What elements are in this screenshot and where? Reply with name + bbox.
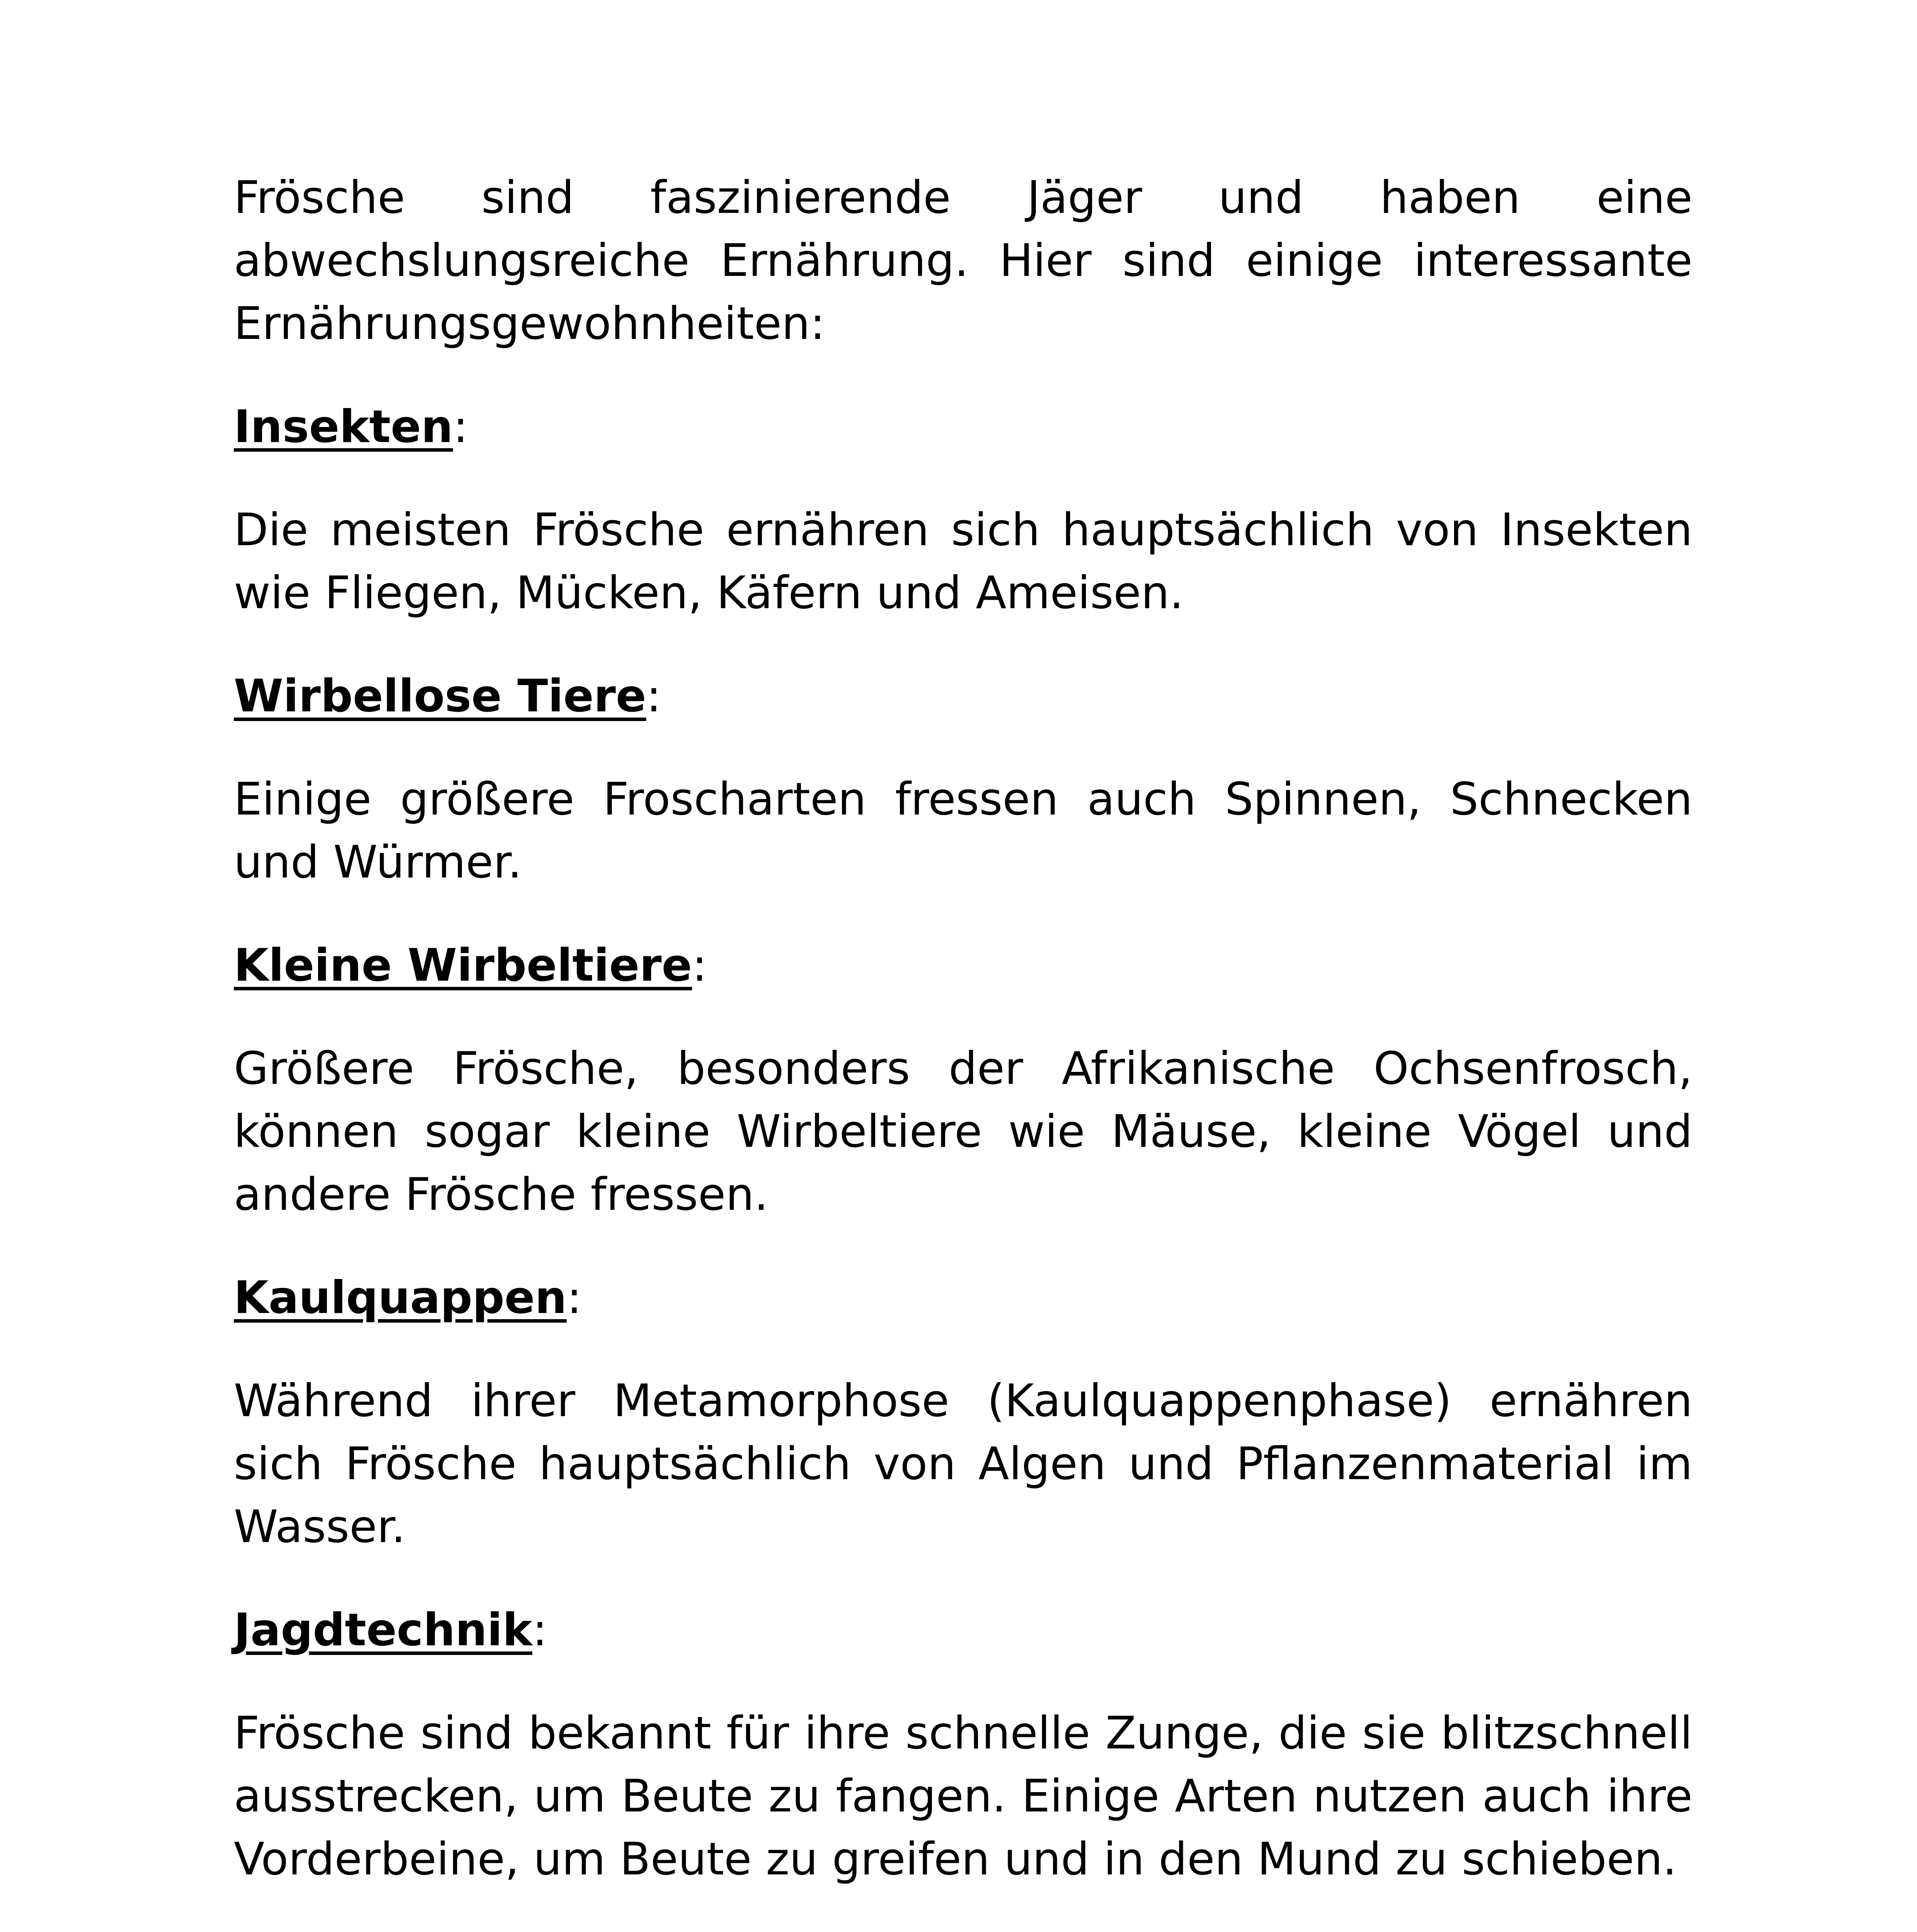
paragraph-wirbellose-tiere: Einige größere Froscharten fressen auch Spinnen, Schnecken und Würmer. [234,773,1692,888]
paragraph-kaulquappen: Während ihrer Metamorphose (Kaulquappenphase) ernähren sich Frösche hauptsächlich von Algen und Pflanzenmaterial im Wasser. [234,1375,1692,1553]
heading-jagdtechnik [234,1599,1692,1662]
heading-kleine-wirbeltiere-colon: : [692,939,707,992]
heading-kaulquappen-colon: : [566,1272,582,1324]
heading-insekten-text: Insekten [234,401,453,453]
heading-kaulquappen-text: Kaulquappen [234,1272,567,1324]
page-body [234,166,1692,1932]
paragraph-insekten: Die meisten Frösche ernähren sich hauptsächlich von Insekten wie Fliegen, Mücken, Käfern und Ameisen. [234,504,1692,619]
paragraph-jagdtechnik: Frösche sind bekannt für ihre schnelle Zunge, die sie blitzschnell ausstrecken, um Beute zu fangen. Einige Arten nutzen auch ihre Vorderbeine, um Beute zu greifen und in den Mund zu schieben. [234,1707,1692,1885]
heading-kleine-wirbeltiere-text: Kleine Wirbeltiere [234,939,692,992]
heading-kaulquappen [234,1266,1692,1329]
heading-insekten [234,395,1692,458]
heading-insekten-colon: : [453,401,468,453]
intro-paragraph: Frösche sind faszinierende Jäger und haben eine abwechslungsreiche Ernährung. Hier sind einige interessante Ernährungsgewohnheiten: [234,172,1692,350]
heading-kleine-wirbeltiere [234,934,1692,997]
heading-wirbellose-tiere-colon: : [646,670,662,722]
heading-jagdtechnik-colon: : [532,1604,548,1656]
heading-wirbellose-tiere [234,665,1692,728]
heading-wirbellose-tiere-text: Wirbellose Tiere [234,670,646,722]
paragraph-kleine-wirbeltiere: Größere Frösche, besonders der Afrikanische Ochsenfrosch, können sogar kleine Wirbeltiere wie Mäuse, kleine Vögel und andere Frösche fressen. [234,1043,1692,1221]
heading-jagdtechnik-text: Jagdtechnik [234,1604,532,1656]
